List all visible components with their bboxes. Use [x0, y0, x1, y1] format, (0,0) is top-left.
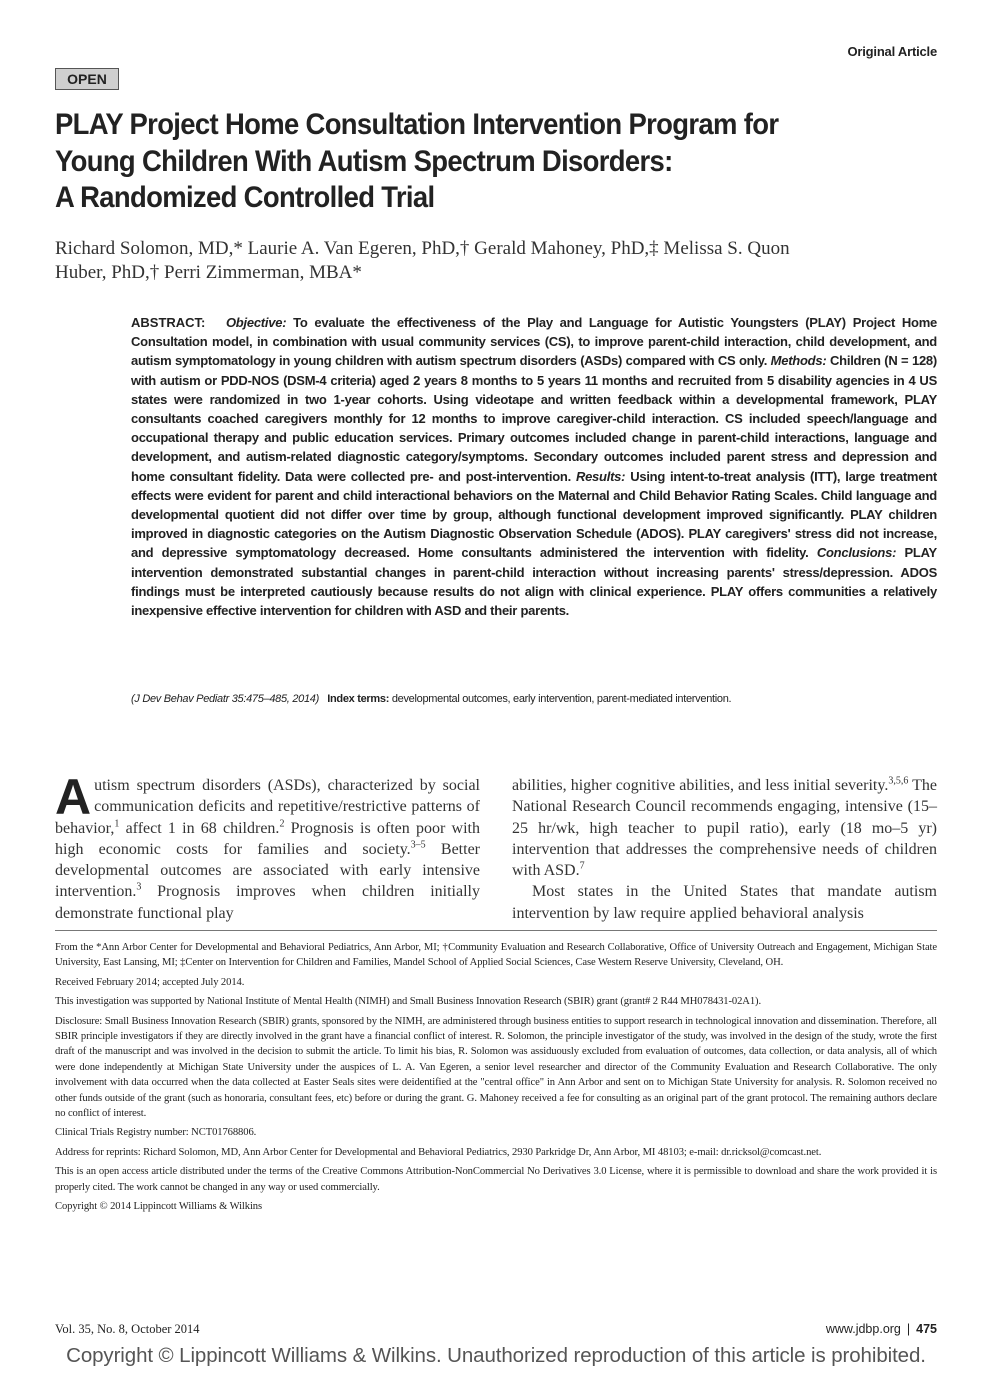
footnotes: [55, 940, 937, 1219]
title-line: Young Children With Autism Spectrum Disorders:: [55, 144, 673, 178]
journal-url[interactable]: www.jdbp.org: [825, 1322, 901, 1336]
title-line: PLAY Project Home Consultation Intervention Program for: [55, 108, 779, 141]
results-text: Using intent-to-treat analysis (ITT), large treatment effects were evident for parent and child interactional behaviors on the Maternal and Child Behavior Rating Scales. Child language and developmental quotient did not differ over time by group, although functional development improved significantly. PLAY children improved in diagnostic categories on the Autism Diagnostic Observation Schedule (ADOS). PLAY caregivers' stress did not increase, and depressive symptomatology decreased. Home consultants administered the intervention with fidelity.: [131, 468, 937, 561]
article-title: [55, 107, 873, 217]
methods-label: Methods:: [770, 353, 827, 369]
copyright-note: Copyright © 2014 Lippincott Williams & Wilkins: [55, 1201, 263, 1213]
body-column-right: [512, 775, 937, 924]
page-number: 475: [916, 1322, 937, 1336]
reference[interactable]: 2: [279, 818, 285, 830]
body-paragraph: Most states in the United States that mandate autism intervention by law require applied behavioral analysis: [512, 883, 937, 922]
index-terms: developmental outcomes, early intervention, parent-mediated intervention.: [391, 693, 732, 705]
copyright-banner: Copyright © Lippincott Williams & Wilkins. Unauthorized reproduction of this article is prohibited.: [66, 1344, 926, 1367]
objective-label: Objective:: [225, 315, 287, 330]
intro-paragraph: [55, 769, 481, 924]
methods-text: Children (N = 128) with autism or PDD-NOS (DSM-4 criteria) aged 2 years 8 months to 5 years 11 months and recruited from 5 disability agencies in 4 US states were randomized in two 1-year cohorts. Using videotape and written feedback within a developmental framework, PLAY consultants coached caregivers monthly for 12 months to improve caregiver-child interaction. CS included speech/language and occupational therapy and public education services. Primary outcomes included change in parent-child interactions, language and development, and autism-related diagnostic category/symptoms. Secondary outcomes included parent stress and depression and home consultant fidelity. Data were collected pre- and post-intervention.: [131, 353, 937, 484]
body-column-left: [55, 769, 481, 924]
reference[interactable]: 3: [136, 882, 142, 894]
page-footer: [826, 1322, 937, 1336]
reference[interactable]: 3,5,6: [888, 775, 909, 787]
journal-citation: (J Dev Behav Pediatr 35:475–485, 2014): [131, 693, 319, 705]
license-note: This is an open access article distributed under the terms of the Creative Commons Attribution-NonCommercial No Derivatives 3.0 License, where it is permissible to download and share the work provided it is properly cited. The work cannot be changed in any way or used commercially.: [55, 1166, 937, 1193]
reference[interactable]: 7: [579, 860, 585, 872]
intro-paragraph-continued: [512, 775, 937, 881]
reference[interactable]: 3–5: [410, 839, 426, 851]
volume-info: Vol. 35, No. 8, October 2014: [55, 1322, 200, 1336]
conclusions-text: PLAY intervention demonstrated substantial changes in parent-child interaction without increasing parents' stress/depression. ADOS findings must be interpreted cautiously because results do not align with clinical experience. PLAY offers communities a relatively inexpensive effective intervention for children with ASD and their parents.: [131, 545, 937, 619]
author-line: Huber, PhD,† Perri Zimmerman, MBA*: [55, 262, 362, 283]
body-text: Prognosis improves when children initially demonstrate functional play: [55, 883, 480, 922]
citation-line: [131, 692, 937, 706]
author-list: [55, 237, 940, 285]
trial-registry: Clinical Trials Registry number: NCT01768806.: [55, 1127, 257, 1139]
reprint-address: Address for reprints: Richard Solomon, MD, Ann Arbor Center for Developmental and Behavioral Pediatrics, 2930 Parkridge Dr, Ann Arbor, MI 48103; e-mail: dr.ricksol@comcast.net.: [55, 1146, 822, 1158]
index-terms-label: Index terms:: [327, 693, 390, 705]
conclusions-label: Conclusions:: [816, 545, 897, 561]
body-text: abilities, higher cognitive abilities, and less initial severity.: [512, 777, 889, 794]
abstract-label: ABSTRACT:: [131, 315, 206, 330]
body-text: utism spectrum disorders (ASDs), characterized by social communication deficits and repetitive/restrictive patterns of behavior,: [55, 777, 480, 837]
body-text: Prognosis is often poor with high economic costs for families and society.: [55, 819, 480, 858]
received-date: Received February 2014; accepted July 2014.: [55, 976, 245, 988]
objective-text: To evaluate the effectiveness of the Play and Language for Autistic Youngsters (PLAY) Project Home Consultation model, in combination with usual community services (CS), to improve parent-child interaction, child development, and autism symptomatology in young children with autism spectrum disorders (ASDs) compared with CS only.: [131, 315, 937, 369]
body-text: affect 1 in 68 children.: [119, 819, 280, 837]
author-line: Richard Solomon, MD,* Laurie A. Van Egeren, PhD,† Gerald Mahoney, PhD,‡ Melissa S. Quon: [55, 238, 790, 259]
results-label: Results:: [575, 468, 626, 484]
open-access-badge: OPEN: [55, 68, 119, 90]
body-text: Better developmental outcomes are associated with early intensive intervention.: [55, 840, 481, 901]
footer-separator: |: [906, 1322, 911, 1336]
footnote-divider: [55, 930, 937, 931]
section-label: Original Article: [847, 44, 937, 59]
affiliations: From the *Ann Arbor Center for Developmental and Behavioral Pediatrics, Ann Arbor, MI; †Community Evaluation and Research Collaborative, Office of University Outreach and Engagement, Michigan State University, East Lansing, MI; ‡Center on Intervention for Children and Families, Mandel School of Applied Social Sciences, Case Western Reserve University, Cleveland, OH.: [55, 942, 937, 969]
funding-note: This investigation was supported by National Institute of Mental Health (NIMH) and Small Business Innovation Research (SBIR) grant (grant# 2 R44 MH078431-02A1).: [55, 996, 762, 1008]
abstract: [131, 313, 937, 620]
body-text: The National Research Council recommends engaging, intensive (15–25 hr/wk, high teacher to pupil ratio), early (18 mo–5 yr) intervention that addresses the comprehensive needs of children with ASD.: [512, 777, 937, 880]
reference[interactable]: 1: [114, 818, 120, 830]
title-line: A Randomized Controlled Trial: [55, 181, 435, 214]
disclosure: Disclosure: Small Business Innovation Research (SBIR) grants, sponsored by the NIMH, are administered through business entities to support research in technological innovation and dissemination. Therefore, all SBIR principle investigators if they are directly involved in the grant have a financial conflict of interest. R. Solomon, the principle investigator of the study, was involved in the design of the study, wrote the first draft of the manuscript and was involved in the decision to submit the article. To limit his bias, R. Solomon was assiduously excluded from evaluation of outcomes, data collection, or data analysis, all of which were done independently at Michigan State University under the auspices of L. A. Van Egeren, a senior level researcher and director of the Community Evaluation and Research Collaborative. The only involvement with data occurred when the data collected at Easter Seals sites were deidentified at the "central office" in Ann Arbor and sent on to Michigan State University for analysis. R. Solomon received no other funds outside of the grant (such as honoraria, consultant fees, etc) before or during the grant. G. Mahoney received a fee for consulting as an original part of the grant protocol. The remaining authors declare no conflict of interest.: [55, 1015, 937, 1120]
drop-cap: A: [55, 769, 92, 825]
